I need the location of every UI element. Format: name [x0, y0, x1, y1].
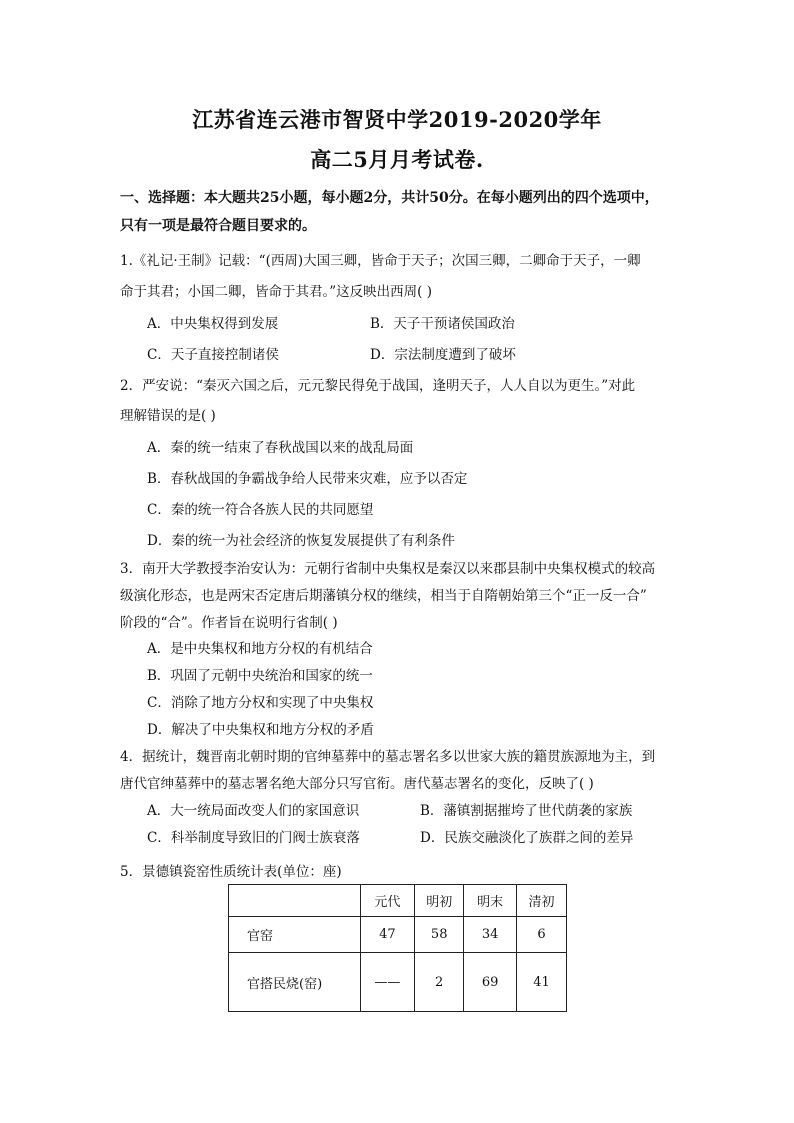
- table-header-cell: [229, 885, 361, 917]
- table-cell: 34: [464, 917, 517, 953]
- question-1-stem: 1.《礼记·王制》记载：“(西周)大国三卿，皆命于天子；次国三卿，二卿命于天子，一卿: [120, 253, 641, 269]
- question-1-stem-cont: 命于其君；小国二卿，皆命于其君。”这反映出西周( ): [120, 284, 432, 300]
- question-4-option-b: B．藩镇割据摧垮了世代荫袭的家族: [420, 803, 633, 819]
- section-heading: 一、选择题：本大题共25小题，每小题2分，共计50分。在每小题列出的四个选项中，: [120, 190, 659, 206]
- question-3-option-b: B．巩固了元朝中央统治和国家的统一: [147, 668, 373, 684]
- table-cell: 69: [464, 953, 517, 1012]
- question-4-option-c: C．科举制度导致旧的门阀士族衰落: [147, 830, 360, 846]
- question-3-option-c: C．消除了地方分权和实现了中央集权: [147, 695, 374, 711]
- question-3-stem-cont: 级演化形态，也是两宋否定唐后期藩镇分权的继续，相当于自隋朝始第三个“正一反一合”: [120, 588, 647, 604]
- kiln-statistics-table: [228, 884, 567, 1012]
- exam-title: 江苏省连云港市智贤中学2019-2020学年: [192, 107, 602, 132]
- question-1-option-a: A．中央集权得到发展: [147, 316, 279, 332]
- table-cell: 41: [516, 953, 566, 1012]
- question-4-option-a: A．大一统局面改变人们的家国意识: [147, 803, 360, 819]
- question-2-stem: 2．严安说：“秦灭六国之后，元元黎民得免于战国，逢明天子，人人自以为更生。”对此: [120, 378, 636, 394]
- question-1-option-c: C．天子直接控制诸侯: [147, 347, 279, 363]
- exam-subtitle: 高二5月月考试卷.: [310, 147, 484, 172]
- question-2-option-b: B．春秋战国的争霸战争给人民带来灾难，应予以否定: [147, 471, 468, 487]
- table-header-cell: 元代: [360, 885, 414, 917]
- section-heading-cont: 只有一项是最符合题目要求的。: [120, 218, 316, 234]
- question-2-option-c: C．秦的统一符合各族人民的共同愿望: [147, 502, 374, 518]
- table-cell: 47: [360, 917, 414, 953]
- table-header-cell: 明末: [464, 885, 517, 917]
- question-3-option-a: A．是中央集权和地方分权的有机结合: [147, 641, 373, 657]
- question-4-stem: 4．据统计，魏晋南北朝时期的官绅墓葬中的墓志署名多以世家大族的籍贯族源地为主，到: [120, 749, 656, 765]
- question-3-stem: 3．南开大学教授李治安认为：元朝行省制中央集权是秦汉以来郡县制中央集权模式的较高: [120, 561, 656, 577]
- table-header-row: [229, 885, 567, 917]
- question-1-option-b: B．天子干预诸侯国政治: [370, 316, 515, 332]
- table-row: [229, 917, 567, 953]
- question-3-option-d: D．解决了中央集权和地方分权的矛盾: [147, 722, 374, 738]
- table-cell: 2: [415, 953, 464, 1012]
- table-header-cell: 明初: [415, 885, 464, 917]
- question-5-stem: 5．景德镇瓷窑性质统计表(单位：座): [120, 864, 342, 880]
- table-header-cell: 清初: [516, 885, 566, 917]
- question-2-option-a: A．秦的统一结束了春秋战国以来的战乱局面: [147, 440, 414, 456]
- question-4-option-d: D．民族交融淡化了族群之间的差异: [420, 830, 634, 846]
- table-cell: 官窑: [229, 917, 361, 953]
- table-cell: 官搭民烧(窑): [229, 953, 361, 1012]
- table-row: [229, 953, 567, 1012]
- question-4-stem-cont: 唐代官绅墓葬中的墓志署名绝大部分只写官衔。唐代墓志署名的变化，反映了( ): [120, 776, 594, 792]
- question-2-option-d: D．秦的统一为社会经济的恢复发展提供了有利条件: [147, 533, 455, 549]
- question-3-stem-cont2: 阶段的“合”。作者旨在说明行省制( ): [120, 615, 338, 631]
- table-cell: 6: [516, 917, 566, 953]
- question-2-stem-cont: 理解错误的是( ): [120, 408, 216, 424]
- table-cell: 58: [415, 917, 464, 953]
- question-1-option-d: D．宗法制度遭到了破坏: [370, 347, 516, 363]
- table-cell-dash: ——: [360, 953, 414, 1012]
